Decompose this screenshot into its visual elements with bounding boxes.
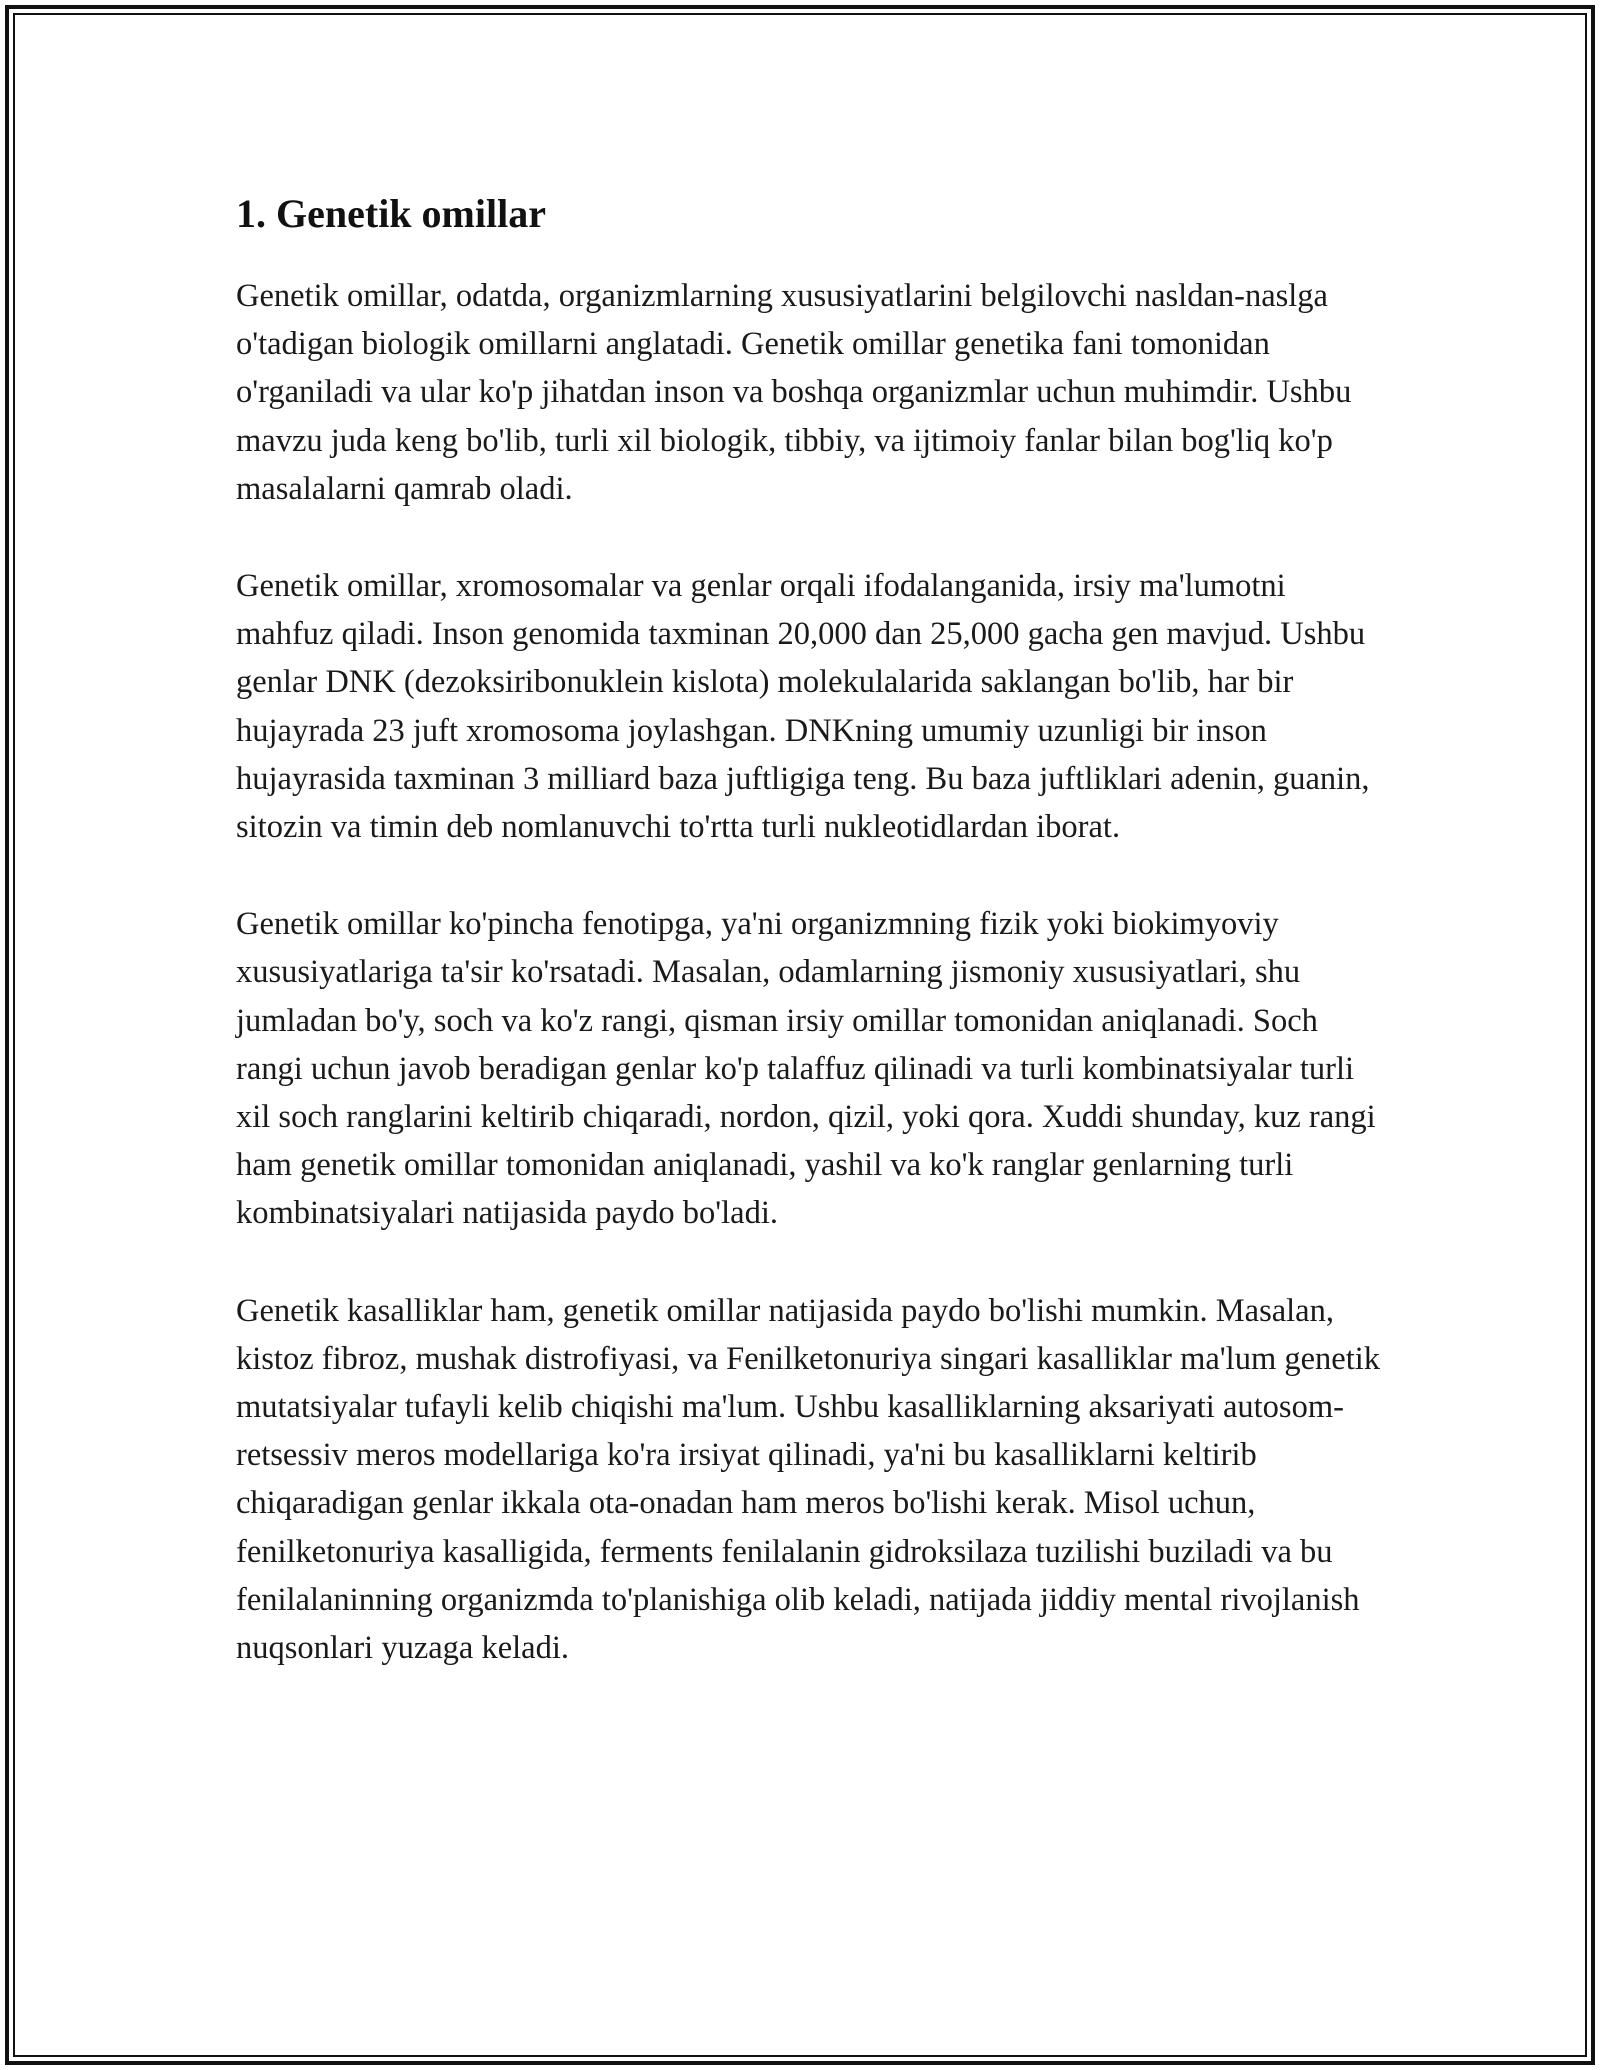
paragraph-1: Genetik omillar, odatda, organizmlarning xususiyatlarini belgilovchi nasldan-naslga o'tadigan biologik omillarni anglatadi. Genetik omillar genetika fani tomonidan o'rganiladi va ular ko'p jihatdan inson va boshqa organizmlar uchun muhimdir. Ushbu mavzu juda keng bo'lib, turli xil biologik, tibbiy, va ijtimoiy fanlar bilan bog'liq ko'p masalalarni qamrab oladi. [236, 278, 1352, 507]
paragraph-2: Genetik omillar, xromosomalar va genlar orqali ifodalanganida, irsiy ma'lumotni mahfuz qiladi. Inson genomida taxminan 20,000 dan 25,000 gacha gen mavjud. Ushbu genlar DNK (dezoksiribonuklein kislota) molekulalarida saklangan bo'lib, har bir hujayrada 23 juft xromosoma joylashgan. DNKning umumiy uzunligi bir inson hujayrasida taxminan 3 milliard baza juftligiga teng. Bu baza juftliklari adenin, guanin, sitozin va timin deb nomlanuvchi to'rtta turli nukleotidlardan iborat. [236, 568, 1370, 846]
paragraph-4: Genetik kasalliklar ham, genetik omillar natijasida paydo bo'lishi mumkin. Masalan, kistoz fibroz, mushak distrofiyasi, va Fenilketonuriya singari kasalliklar ma'lum genetik mutatsiyalar tufayli kelib chiqishi ma'lum. Ushbu kasalliklarning aksariyati autosom-retsessiv meros modellariga ko'ra irsiyat qilinadi, ya'ni bu kasalliklarni keltirib chiqaradigan genlar ikkala ota-onadan ham meros bo'lishi kerak. Misol uchun, fenilketonuriya kasalligida, ferments fenilalanin gidroksilaza tuzilishi buziladi va bu fenilalaninning organizmda to'planishiga olib keladi, natijada jiddiy mental rivojlanish nuqsonlari yuzaga keladi. [236, 1292, 1381, 1667]
section-heading: 1. Genetik omillar [236, 191, 546, 236]
paragraph-3: Genetik omillar ko'pincha fenotipga, ya'ni organizmning fizik yoki biokimyoviy xususiyatlariga ta'sir ko'rsatadi. Masalan, odamlarning jismoniy xususiyatlari, shu jumladan bo'y, soch va ko'z rangi, qisman irsiy omillar tomonidan aniqlanadi. Soch rangi uchun javob beradigan genlar ko'p talaffuz qilinadi va turli kombinatsiyalar turli xil soch ranglarini keltirib chiqaradi, nordon, qizil, yoki qora. Xuddi shunday, kuz rangi ham genetik omillar tomonidan aniqlanadi, yashil va ko'k ranglar genlarning turli kombinatsiyalari natijasida paydo bo'ladi. [236, 906, 1376, 1232]
document-body [236, 190, 1386, 1721]
